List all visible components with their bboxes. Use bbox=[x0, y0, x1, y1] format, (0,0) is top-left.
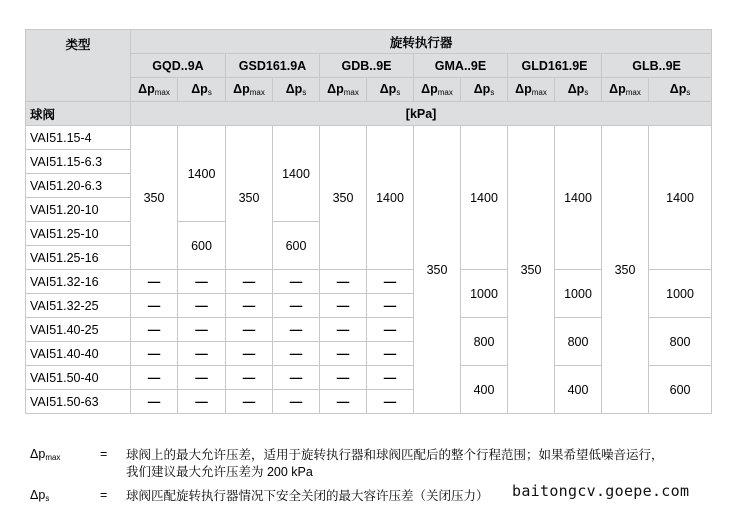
value-cell: 350 bbox=[226, 126, 273, 270]
dash-cell: — bbox=[226, 366, 273, 390]
dash-cell: — bbox=[320, 366, 367, 390]
value-cell: 600 bbox=[649, 366, 712, 414]
dash-cell: — bbox=[320, 270, 367, 294]
value-cell: 350 bbox=[602, 126, 649, 414]
note-text: 球阀匹配旋转执行器情况下安全关闭的最大容许压差（关闭压力） bbox=[126, 489, 489, 503]
dash-cell: — bbox=[320, 390, 367, 414]
dash-cell: — bbox=[320, 294, 367, 318]
valve-cell: VAI51.20-6.3 bbox=[26, 174, 131, 198]
dp-max-header: $\Delta p_{max}$ bbox=[414, 78, 461, 102]
value-cell: 1400 bbox=[367, 126, 414, 270]
actuator-header: GSD161.9A bbox=[226, 54, 320, 78]
dash-cell: — bbox=[273, 294, 320, 318]
value-cell: 800 bbox=[461, 318, 508, 366]
value-cell: 600 bbox=[273, 222, 320, 270]
dash-cell: — bbox=[367, 366, 414, 390]
dash-cell: — bbox=[131, 270, 178, 294]
valve-header: 球阀 bbox=[26, 102, 131, 126]
actuator-header: GLB..9E bbox=[602, 54, 712, 78]
note-equals: = bbox=[100, 488, 108, 502]
note-text: 球阀上的最大允许压差，适用于旋转执行器和球阀匹配后的整个行程范围；如果希望低噪音运行， 我们建议最大允许压差为 200 kPa bbox=[126, 448, 664, 479]
pressure-table bbox=[25, 29, 712, 414]
dash-cell: — bbox=[178, 390, 226, 414]
valve-cell: VAI51.25-10 bbox=[26, 222, 131, 246]
value-cell: 1400 bbox=[649, 126, 712, 270]
dash-cell: — bbox=[226, 270, 273, 294]
watermark: baitongcv.goepe.com bbox=[512, 482, 690, 500]
dash-cell: — bbox=[273, 318, 320, 342]
valve-cell: VAI51.40-40 bbox=[26, 342, 131, 366]
dash-cell: — bbox=[131, 294, 178, 318]
dash-cell: — bbox=[131, 390, 178, 414]
dash-cell: — bbox=[178, 318, 226, 342]
dash-cell: — bbox=[178, 342, 226, 366]
dash-cell: — bbox=[226, 294, 273, 318]
dp-max-header: $\Delta p_{max}$ bbox=[320, 78, 367, 102]
dash-cell: — bbox=[367, 294, 414, 318]
value-cell: 1400 bbox=[461, 126, 508, 270]
unit-header: [kPa] bbox=[131, 102, 712, 126]
valve-cell: VAI51.40-25 bbox=[26, 318, 131, 342]
actuator-header: GMA..9E bbox=[414, 54, 508, 78]
valve-cell: VAI51.25-16 bbox=[26, 246, 131, 270]
dp-s-header: $\Delta p_s$ bbox=[555, 78, 602, 102]
valve-cell: VAI51.32-16 bbox=[26, 270, 131, 294]
actuator-header: GQD..9A bbox=[131, 54, 226, 78]
dash-cell: — bbox=[178, 270, 226, 294]
dash-cell: — bbox=[273, 342, 320, 366]
dash-cell: — bbox=[131, 366, 178, 390]
dp-max-header: $\Delta p_{max}$ bbox=[602, 78, 649, 102]
dp-s-header: $\Delta p_s$ bbox=[273, 78, 320, 102]
value-cell: 1000 bbox=[461, 270, 508, 318]
table-row bbox=[26, 126, 712, 150]
valve-cell: VAI51.50-63 bbox=[26, 390, 131, 414]
dp-max-header: $\Delta p_{max}$ bbox=[131, 78, 178, 102]
valve-cell: VAI51.15-6.3 bbox=[26, 150, 131, 174]
value-cell: 1400 bbox=[178, 126, 226, 222]
value-cell: 1400 bbox=[273, 126, 320, 222]
note-equals: = bbox=[100, 447, 108, 461]
actuator-header: GLD161.9E bbox=[508, 54, 602, 78]
dp-s-header: $\Delta p_s$ bbox=[178, 78, 226, 102]
dash-cell: — bbox=[178, 294, 226, 318]
value-cell: 800 bbox=[555, 318, 602, 366]
valve-cell: VAI51.32-25 bbox=[26, 294, 131, 318]
dash-cell: — bbox=[367, 270, 414, 294]
note-symbol: $\Delta p_{max}$ bbox=[30, 447, 61, 462]
dash-cell: — bbox=[226, 342, 273, 366]
value-cell: 600 bbox=[178, 222, 226, 270]
value-cell: 350 bbox=[131, 126, 178, 270]
dash-cell: — bbox=[131, 318, 178, 342]
dp-max-header: $\Delta p_{max}$ bbox=[508, 78, 555, 102]
dash-cell: — bbox=[273, 366, 320, 390]
value-cell: 400 bbox=[555, 366, 602, 414]
actuator-group-header: 旋转执行器 bbox=[131, 30, 712, 54]
dash-cell: — bbox=[320, 342, 367, 366]
value-cell: 350 bbox=[320, 126, 367, 270]
note-symbol: $\Delta p_s$ bbox=[30, 488, 50, 503]
dp-s-header: $\Delta p_s$ bbox=[367, 78, 414, 102]
value-cell: 800 bbox=[649, 318, 712, 366]
dash-cell: — bbox=[367, 318, 414, 342]
valve-cell: VAI51.15-4 bbox=[26, 126, 131, 150]
dash-cell: — bbox=[273, 390, 320, 414]
dash-cell: — bbox=[226, 390, 273, 414]
dash-cell: — bbox=[178, 366, 226, 390]
valve-cell: VAI51.50-40 bbox=[26, 366, 131, 390]
dp-s-header: $\Delta p_s$ bbox=[461, 78, 508, 102]
dash-cell: — bbox=[367, 390, 414, 414]
value-cell: 350 bbox=[414, 126, 461, 414]
dash-cell: — bbox=[131, 342, 178, 366]
value-cell: 1000 bbox=[649, 270, 712, 318]
value-cell: 400 bbox=[461, 366, 508, 414]
dash-cell: — bbox=[273, 270, 320, 294]
dash-cell: — bbox=[320, 318, 367, 342]
value-cell: 350 bbox=[508, 126, 555, 414]
value-cell: 1000 bbox=[555, 270, 602, 318]
type-header: 类型 bbox=[26, 30, 131, 102]
dash-cell: — bbox=[226, 318, 273, 342]
actuator-header: GDB..9E bbox=[320, 54, 414, 78]
dp-max-header: $\Delta p_{max}$ bbox=[226, 78, 273, 102]
dp-s-header: $\Delta p_s$ bbox=[649, 78, 712, 102]
value-cell: 1400 bbox=[555, 126, 602, 270]
valve-cell: VAI51.20-10 bbox=[26, 198, 131, 222]
dash-cell: — bbox=[367, 342, 414, 366]
